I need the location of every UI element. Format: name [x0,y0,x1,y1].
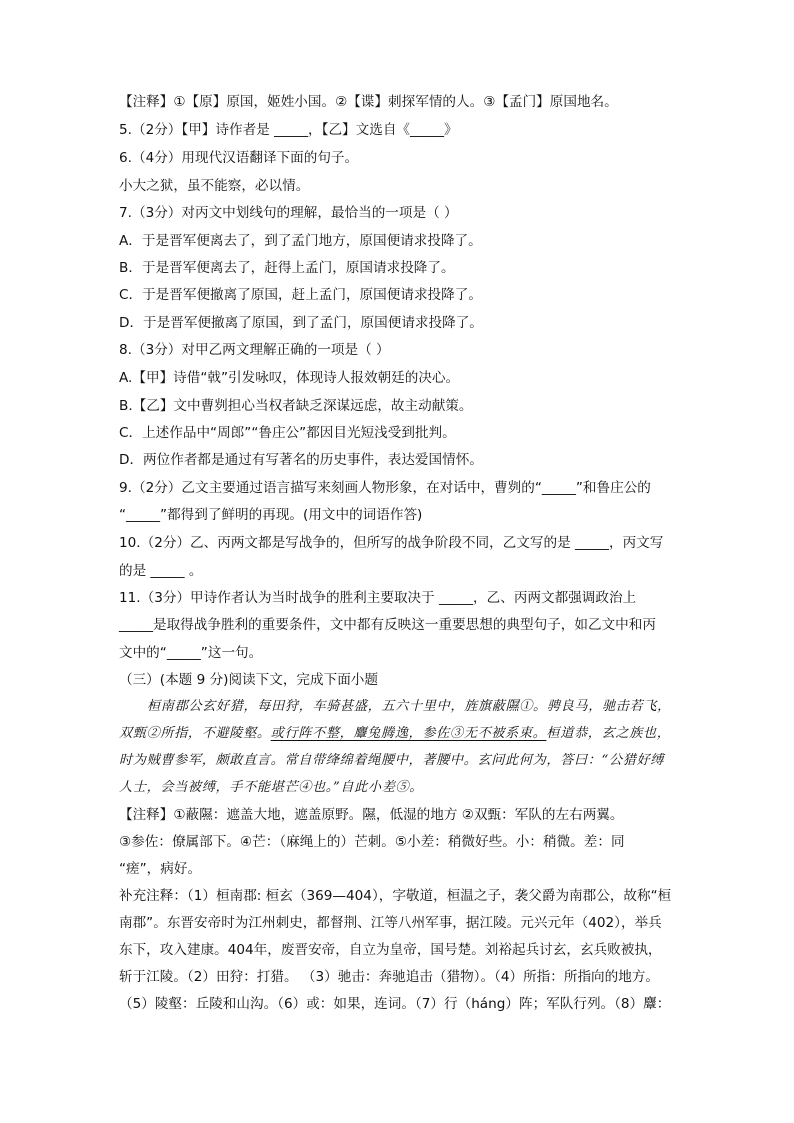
option-7c: C．于是晋军便撤离了原国，赶上孟门，原国便请求投降了。 [119,287,482,303]
option-8b: B.【乙】文中曹刿担心当权者缺乏深谋远虑，故主动献策。 [119,398,473,414]
supplement-note-line: 斩于江陵。（2）田狩：打猎。 （3）驰击：奔驰追击（猎物）。（4）所指：所指向的地方。 [119,969,660,985]
passage-segment: 双甄②所指，不避陵壑。 [119,726,271,741]
question-9-cont: “_____”都得到了鲜明的再现。(用文中的词语作答) [119,507,423,523]
question-10: 10.（2分）乙、丙两文都是写战争的，但所写的战争阶段不同，乙文写的是 _____，丙文写 [119,535,664,551]
supplement-note-line: 补充注释：（1）桓南郡: 桓玄（369—404），字敬道，桓温之子，袭父爵为南郡公，故称“桓 [119,888,672,904]
underlined-sentence: 或行阵不整，麞兔腾逸，参佐③无不被系束。 [270,726,547,741]
annotation-line: 【注释】①【原】原国，姬姓小国。②【谍】刺探军情的人。③【孟门】原国地名。 [119,94,618,110]
supplement-note-line: 南郡”。东晋安帝时为江州刺史，都督荆、江等八州军事，据江陵。元兴元年（402），举兵 [119,915,662,931]
note-line: 【注释】①蔽隰：遮盖大地，遮盖原野。隰，低湿的地方 ②双甄：军队的左右两翼。 [119,807,624,823]
classical-passage-line: 时为贼曹参军，颇敢直言。常自带绛绵着绳腰中，著腰中。玄问此何为，答曰：“公猎好缚 [119,753,665,768]
question-6: 6.（4分）用现代汉语翻译下面的句子。 [119,150,359,166]
classical-passage-line: 人士，会当被缚，手不能堪芒④也。”自此小差⑤。 [119,780,424,795]
question-10-cont: 的是 _____ 。 [119,563,203,579]
option-8d: D．两位作者都是通过有写著名的历史事件，表达爱国情怀。 [119,452,483,468]
supplement-note-line: （5）陵壑：丘陵和山沟。（6）或：如果，连词。（7）行（háng）阵；军队行列。（8）麞： [119,996,671,1012]
question-9: 9.（2分）乙文主要通过语言描写来刻画人物形象，在对话中，曹刿的“_____”和鲁庄公的 [119,480,651,496]
option-8c: C．上述作品中“周郎”“鲁庄公”都因目光短浅受到批判。 [119,425,456,441]
option-7b: B．于是晋军便离去了，赶得上孟门，原国请求投降了。 [119,260,455,276]
question-8: 8.（3分）对甲乙两文理解正确的一项是（ ） [119,342,390,358]
classical-passage-line: 桓南郡公玄好猎，每田狩，车骑甚盛，五六十里中，旌旗蔽隰①。骋良马，驰击若飞， [147,699,671,714]
section-three-heading: （三）(本题 9 分)阅读下文，完成下面小题 [119,672,378,688]
note-line: “瘥”，病好。 [119,861,202,877]
note-line: ③参佐：僚属部下。④芒：（麻绳上的）芒刺。⑤小差：稍微好些。小：稍微。差：同 [119,834,625,850]
option-8a: A.【甲】诗借“戟”引发咏叹，体现诗人报效朝廷的决心。 [119,370,460,386]
classical-passage-line [119,724,679,744]
question-11: 11.（3分）甲诗作者认为当时战争的胜利主要取决于 _____，乙、丙两文都强调政治上 [119,590,637,606]
question-7: 7.（3分）对丙文中划线句的理解，最恰当的一项是（ ） [119,205,458,221]
option-7d: D．于是晋军便撤离了原国，到了孟门，原国便请求投降了。 [119,315,483,331]
passage-segment: 桓道恭，玄之族也， [546,726,671,741]
question-11-cont: _____是取得战争胜利的重要条件，文中都有反映这一重要思想的典型句子，如乙文中和丙 [119,617,656,633]
question-11-cont2: 文中的“_____”这一句。 [119,645,263,661]
question-5: 5.（2分）【甲】诗作者是 _____，【乙】文选自《_____》 [119,122,458,138]
supplement-note-line: 东下，攻入建康。404年，废晋安帝，自立为皇帝，国号楚。刘裕起兵讨玄，玄兵败被执， [119,942,662,958]
option-7a: A．于是晋军便离去了，到了孟门地方，原国便请求投降了。 [119,233,482,249]
translation-sentence: 小大之狱，虽不能察，必以情。 [119,178,310,194]
